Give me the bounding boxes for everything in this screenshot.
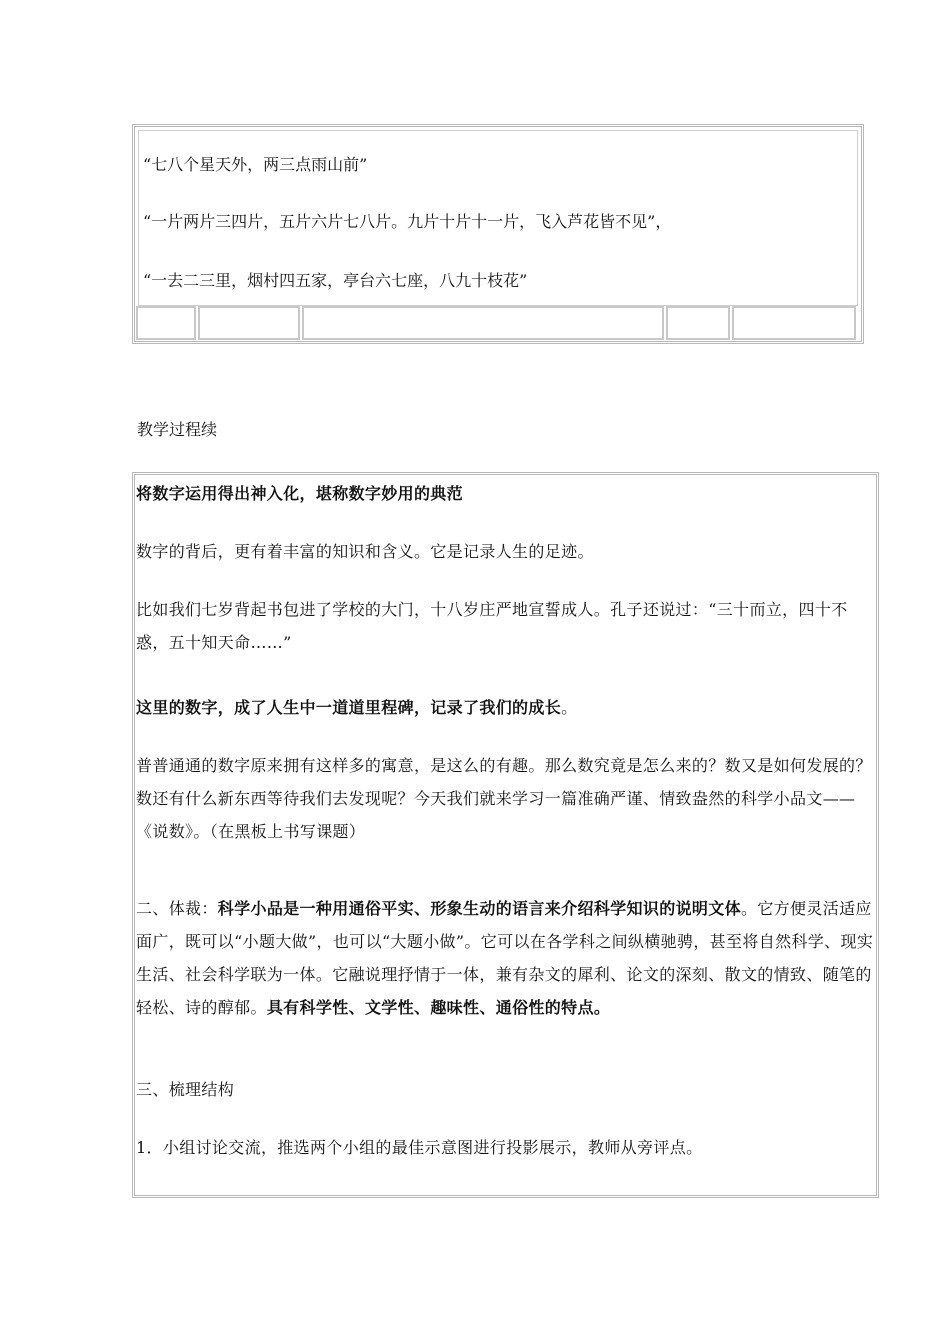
empty-cell — [732, 306, 856, 340]
paragraph-3: 比如我们七岁背起书包进了学校的大门，十八岁庄严地宣誓成人。孔子还说过：“三十而立，四十不惑，五十知天命……” — [136, 600, 848, 652]
paragraph-7: 三、梳理结构 — [136, 1080, 235, 1099]
empty-cell-row — [136, 306, 860, 340]
poem-line-2: “一片两片三四片，五片六片七八片。九片十片十一片，飞入芦花皆不见”， — [143, 212, 672, 231]
paragraph-2: 数字的背后，更有着丰富的知识和含义。它是记录人生的足迹。 — [136, 542, 594, 561]
empty-cell — [302, 306, 664, 340]
section-heading: 教学过程续 — [137, 420, 218, 439]
paragraph-4: 这里的数字，成了人生中一道道里程碑，记录了我们的成长。 — [136, 698, 578, 717]
poem-line-3: “一去二三里，烟村四五家，亭台六七座，八九十枝花” — [143, 271, 528, 290]
empty-cell — [136, 306, 196, 340]
paragraph-8: 1．小组讨论交流，推选两个小组的最佳示意图进行投影展示，教师从旁评点。 — [136, 1138, 703, 1157]
empty-cell — [198, 306, 300, 340]
paragraph-1: 将数字运用得出神入化，堪称数字妙用的典范 — [136, 484, 464, 503]
poem-line-1: “七八个星天外，两三点雨山前” — [143, 155, 368, 174]
empty-cell — [666, 306, 730, 340]
paragraph-5: 普普通通的数字原来拥有这样多的寓意，是这么的有趣。那么数究竟是怎么来的？数又是如何发展的？数还有什么新东西等待我们去发现呢？今天我们就来学习一篇准确严谨、情致盎然的科学小品文——《说数》。（在黑板上书写课题） — [136, 756, 872, 841]
paragraph-6: 二、体裁：科学小品是一种用通俗平实、形象生动的语言来介绍科学知识的说明文体。它方便灵活适应面广，既可以“小题大做”，也可以“大题小做”。它可以在各学科之间纵横驰骋，甚至将自然科学、现实生活、社会科学联为一体。它融说理抒情于一体，兼有杂文的犀利、论文的深刻、散文的情致、随笔的轻松、诗的醇郁。具有科学性、文学性、趣味性、通俗性的特点。 — [136, 899, 874, 1017]
